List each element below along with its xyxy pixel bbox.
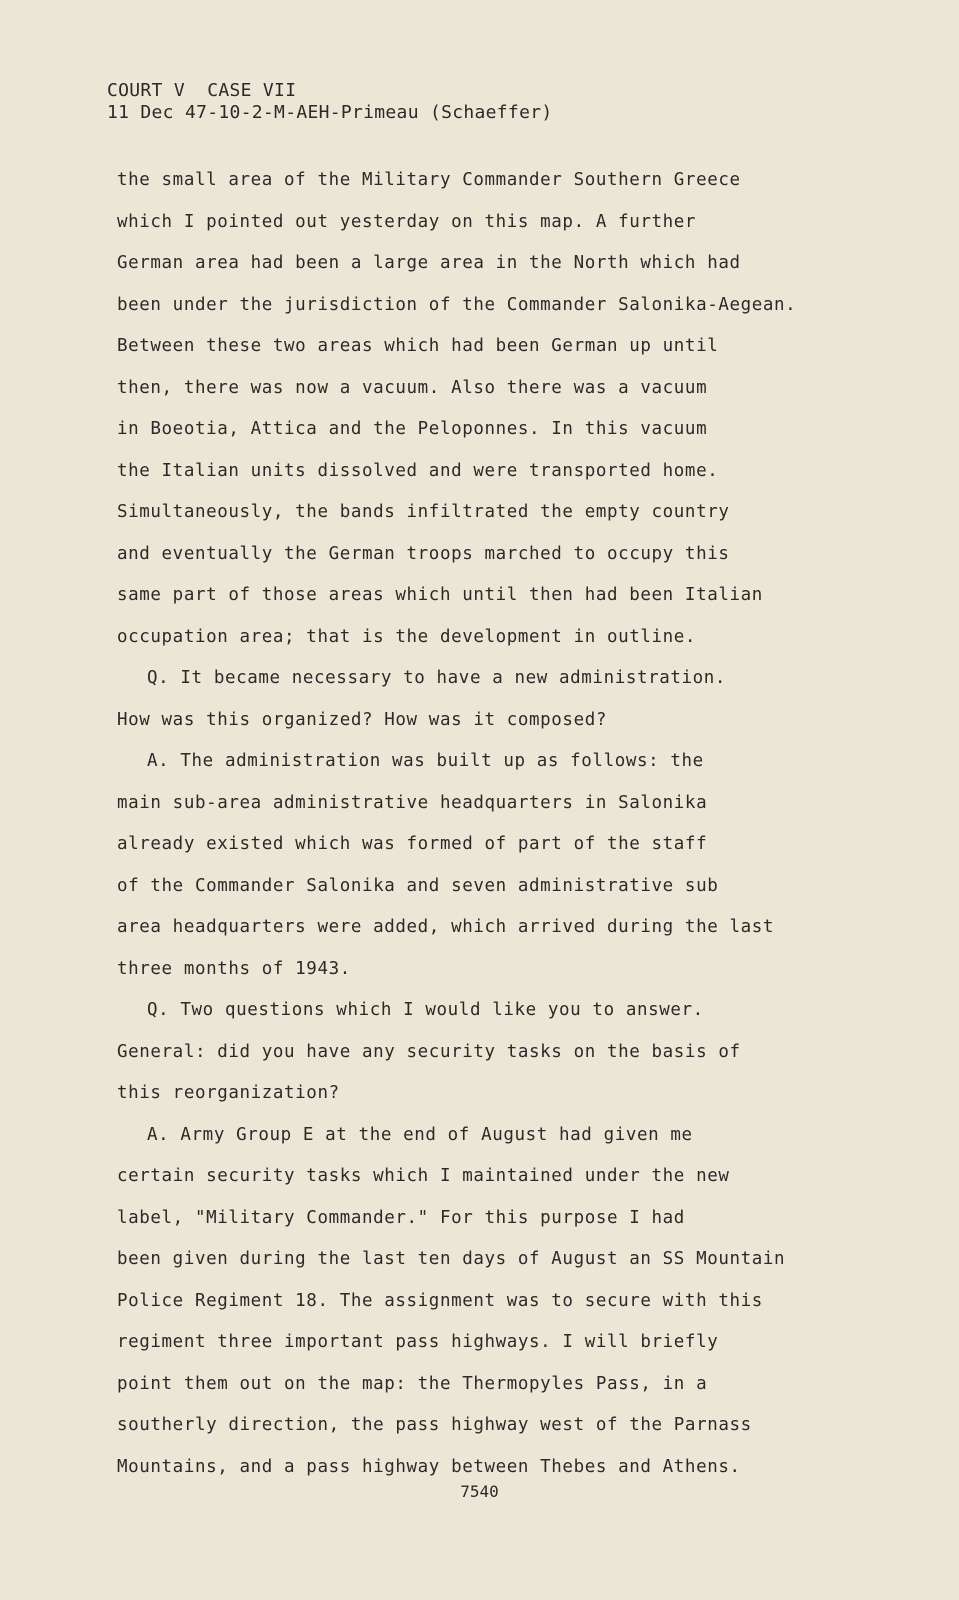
text-line: Police Regiment 18. The assignment was to secure with this (117, 1290, 763, 1311)
text-line: the small area of the Military Commander Southern Greece (117, 170, 741, 190)
text-line: southerly direction, the pass highway west of the Parnass (117, 1415, 752, 1435)
text-line: already existed which was formed of part of the staff (117, 834, 708, 854)
text-line: area headquarters were added, which arrived during the last (117, 917, 775, 937)
text-line: three months of 1943. (117, 958, 351, 979)
text-line: been given during the last ten days of August an SS Mountain (117, 1249, 786, 1269)
document-header (107, 80, 552, 124)
text-line: of the Commander Salonika and seven administrative sub (117, 875, 719, 896)
text-line: label, "Military Commander." For this purpose I had (117, 1207, 685, 1228)
answer-line: A. Army Group E at the end of August had given me (147, 1124, 693, 1145)
transcript-body (117, 160, 917, 1488)
session-reference-line: 11 Dec 47-10-2-M-AEH-Primeau (Schaeffer) (107, 102, 553, 123)
text-line: same part of those areas which until then had been Italian (117, 585, 763, 605)
text-line: certain security tasks which I maintained under the new (117, 1166, 730, 1186)
text-line: which I pointed out yesterday on this map. A further (117, 211, 697, 232)
text-line: General: did you have any security tasks on the basis of (117, 1041, 741, 1062)
text-line: this reorganization? (117, 1083, 340, 1103)
text-line: in Boeotia, Attica and the Peloponnes. In this vacuum (117, 419, 708, 439)
text-line: and eventually the German troops marched to occupy this (117, 543, 730, 564)
text-line: German area had been a large area in the North which had (117, 253, 741, 273)
text-line: Between these two areas which had been German up until (117, 336, 719, 356)
text-line: then, there was now a vacuum. Also there was a vacuum (117, 377, 708, 398)
answer-line: A. The administration was built up as follows: the (147, 751, 704, 771)
page-number: 7540 (460, 1482, 499, 1501)
text-line: main sub-area administrative headquarters in Salonika (117, 792, 708, 813)
text-line: point them out on the map: the Thermopyles Pass, in a (117, 1373, 708, 1394)
court-case-line: COURT V CASE VII (107, 80, 297, 101)
question-line: Q. It became necessary to have a new administration. (147, 668, 727, 688)
text-line: the Italian units dissolved and were transported home. (117, 460, 719, 481)
text-line: How was this organized? How was it composed? (117, 709, 607, 730)
text-line: been under the jurisdiction of the Commander Salonika-Aegean. (117, 294, 797, 315)
text-line: Simultaneously, the bands infiltrated the empty country (117, 502, 730, 522)
text-line: regiment three important pass highways. I will briefly (117, 1332, 719, 1352)
text-line: occupation area; that is the development in outline. (117, 626, 697, 647)
question-line: Q. Two questions which I would like you to answer. (147, 1000, 704, 1020)
text-line: Mountains, and a pass highway between Thebes and Athens. (117, 1456, 741, 1477)
